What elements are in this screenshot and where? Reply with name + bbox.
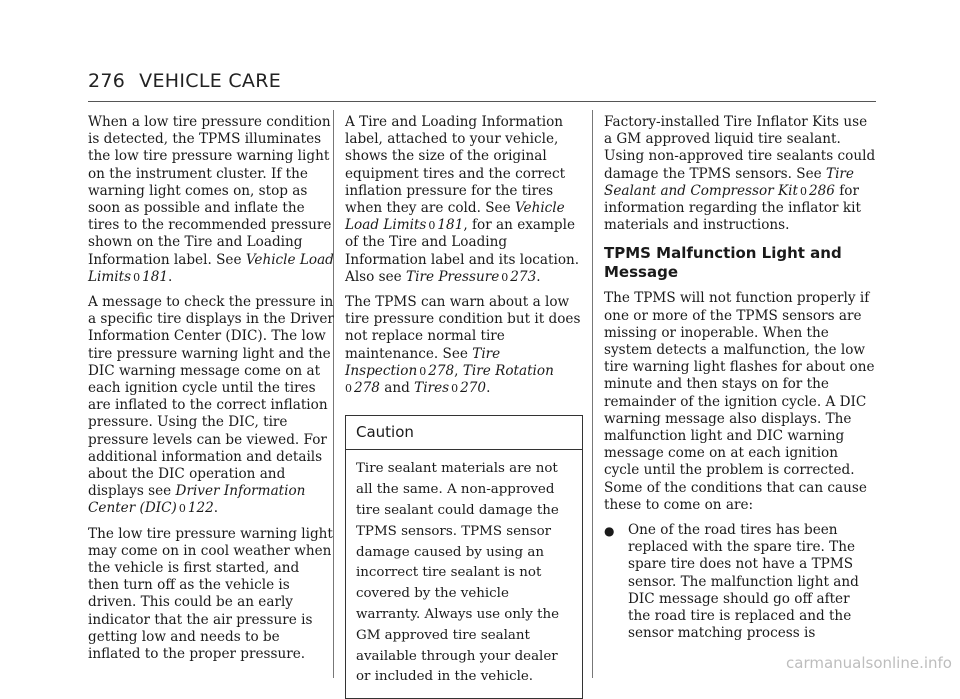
section-title: VEHICLE CARE [139,70,282,92]
watermark: carmanualsonline.info [786,654,952,672]
column-2 [345,114,583,699]
cross-reference-page[interactable]: 122 [187,500,214,517]
cross-reference-link[interactable]: Vehicle Load Limits [345,200,565,234]
page-header [88,70,281,92]
column-1 [88,114,334,671]
cross-reference-page[interactable]: 270 [460,380,487,397]
paragraph: A Tire and Loading Information label, attached to your vehicle, shows the size of the original equipment tires and the correct inflation pressure for the tires when they are cold. See Vehicle Load Limits 0 181, for an example of the Tire and Loading Information label and its location. Also see Tire Pressure 0 273. [345,114,580,285]
paragraph: The low tire pressure warning light may come on in cool weather when the vehicle is first started, and then turn off as the vehicle is driven. This could be an early indicator that the air pressure is getting low and needs to be inflated to the proper pressure. [88,525,333,663]
cross-reference-page[interactable]: 181 [142,268,169,285]
cross-reference-link[interactable]: Tire Rotation [462,362,554,379]
paragraph: When a low tire pressure condition is detected, the TPMS illuminates the low tire pressure warning light on the instrument cluster. If the warning light comes on, stop as soon as possible and inflate the tires to the recommended pressure shown on the Tire and Loading Information label. See Vehicle Load Limits 0 181. [88,114,334,285]
cross-reference-link[interactable]: Tire Inspection [345,345,501,379]
cross-reference-page[interactable]: 278 [354,380,380,397]
header-rule [88,101,876,102]
paragraph: The TPMS will not function properly if one or more of the TPMS sensors are missing or inoperable. When the system detects a malfunction, the low tire warning light flashes for about one minute and then stays on for the remainder of the ignition cycle. A DIC warning message also displays. The malfunction light and DIC warning message come on at each ignition cycle until the problem is corrected. Some of the conditions that can cause these to come on are: [604,290,875,513]
page-ref-icon: 0 [419,364,427,378]
page-number: 276 [88,70,126,92]
column-3 [604,114,876,642]
page-ref-icon: 0 [178,502,186,516]
cross-reference-page[interactable]: 273 [510,268,537,285]
page-ref-icon: 0 [345,382,352,396]
paragraph: Factory-installed Tire Inflator Kits use a GM approved liquid tire sealant. Using non-approved tire sealants could damage the TPMS sensors. See Tire Sealant and Compressor Kit 0 286 for information regarding the inflator kit materials and instructions. [604,114,876,234]
bullet-icon: ● [604,524,615,539]
paragraph: The TPMS can warn about a low tire pressure condition but it does not replace normal tire maintenance. See Tire Inspection 0 278, Tire Rotation 0 278 and Tires 0 270. [345,294,581,397]
page-ref-icon: 0 [799,184,807,198]
page-ref-icon: 0 [501,270,509,284]
caution-box [345,415,583,699]
section-heading: TPMS Malfunction Light and Message [604,244,842,282]
column-divider-2 [592,110,593,678]
cross-reference-page[interactable]: 278 [428,362,455,379]
list-item-text: One of the road tires has been replaced with the spare tire. The spare tire does not have a TPMS sensor. The malfunction light and DIC message should go off after the road tire is replaced and the sensor matching process is [628,522,859,642]
page-ref-icon: 0 [133,270,141,284]
paragraph: A message to check the pressure in a specific tire displays in the Driver Information Center (DIC). The low tire pressure warning light and the DIC warning message come on at each ignition cycle until the tires are inflated to the correct inflation pressure. Using the DIC, tire pressure levels can be viewed. For additional information and details about the DIC operation and displays see Driver Information Center (DIC) 0 122. [88,294,334,517]
page-ref-icon: 0 [451,382,459,396]
page-ref-icon: 0 [428,219,436,233]
list-item [604,522,876,642]
cross-reference-link[interactable]: Vehicle Load Limits [88,251,334,285]
cross-reference-link[interactable]: Driver Information Center (DIC) [88,483,306,517]
cross-reference-page[interactable]: 286 [808,182,835,199]
caution-title: Caution [346,416,582,450]
cross-reference-link[interactable]: Tires [414,380,450,397]
cross-reference-link[interactable]: Tire Pressure [406,268,500,285]
cross-reference-link[interactable]: Tire Sealant and Compressor Kit [604,165,854,199]
caution-body: Tire sealant materials are not all the same. A non-approved tire sealant could damage the TPMS sensors. TPMS sensor damage caused by using an incorrect tire sealant is not covered by the vehicle warranty. Always use only the GM approved tire sealant available through your dealer or included in the vehicle. [356,461,560,685]
cross-reference-page[interactable]: 181 [437,217,464,234]
